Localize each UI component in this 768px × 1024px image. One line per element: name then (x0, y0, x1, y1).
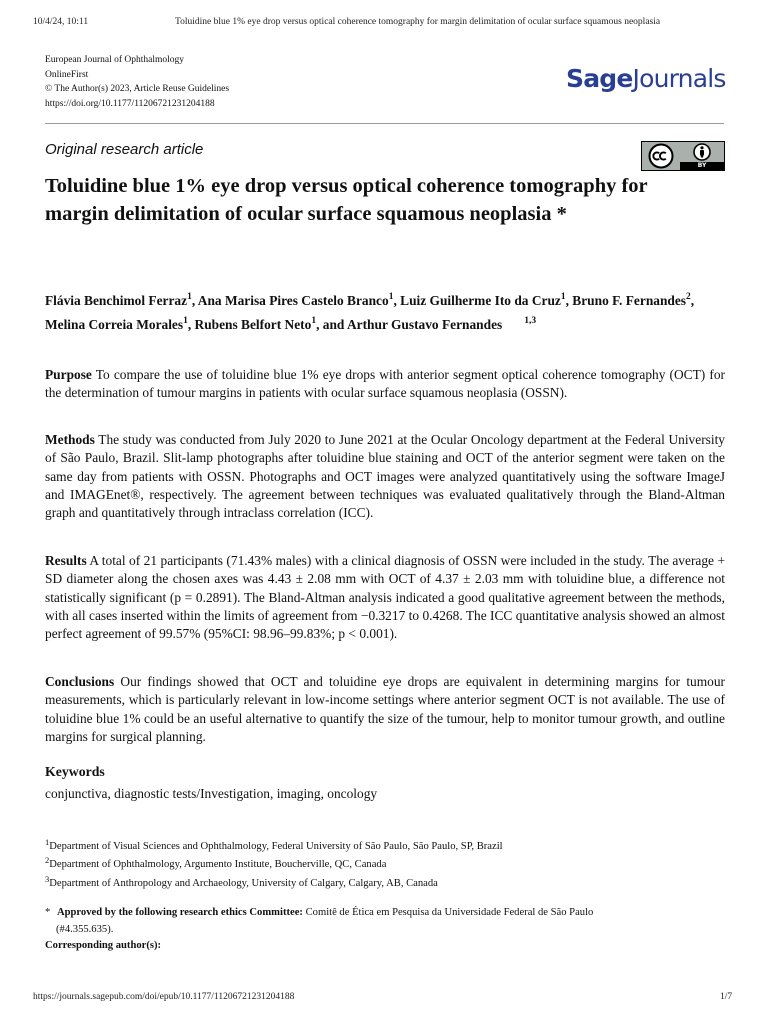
affiliation-text: Department of Visual Sciences and Ophthalmology, Federal University of São Paulo, São Paulo, SP, Brazil (49, 841, 503, 852)
author-affiliation-ref: 1 (311, 316, 317, 326)
ethics-label: Approved by the following research ethics Committee: (56, 907, 303, 918)
affiliations-list (45, 838, 503, 893)
journal-name: European Journal of Ophthalmology (45, 55, 185, 65)
print-header (0, 17, 768, 31)
sage-journals-logo[interactable] (566, 64, 726, 104)
ethics-asterisk: * (45, 907, 51, 918)
cc-by-license-badge[interactable] (641, 141, 725, 171)
affiliation-item (45, 838, 503, 856)
abstract-results-label: Results (45, 553, 87, 568)
keywords-heading: Keywords (45, 764, 105, 779)
author-name[interactable]: Ana Marisa Pires Castelo Branco (197, 293, 389, 308)
affiliation-number: 2 (45, 855, 50, 866)
abstract-conclusions-text: Our findings showed that OCT and toluidine eye drops are equivalent in determining margins for tumour measurements, which is particularly relevant in low-income settings where anterior segment OCT is not available. The use of toluidine blue 1% could be an useful alternative to quantify the size of the tumour, help to monitor tumour growth, and outline margins for surgical planning. (45, 674, 725, 744)
abstract-conclusions-label: Conclusions (45, 674, 115, 689)
abstract-conclusions (45, 673, 725, 746)
author-name[interactable]: Arthur Gustavo Fernandes (346, 317, 503, 332)
author-affiliation-ref: 1,3 (524, 316, 537, 326)
ethics-number: (#4.355.635). (56, 923, 114, 935)
abstract-purpose-text: To compare the use of toluidine blue 1% eye drops with anterior segment optical coherence tomography (OCT) for the determination of tumour margins in patients with ocular surface squamous neoplasia (OSSN). (45, 367, 725, 401)
abstract-purpose-label: Purpose (45, 367, 92, 382)
journal-status: OnlineFirst (45, 69, 89, 80)
author-name[interactable]: Rubens Belfort Neto (194, 317, 312, 332)
keywords-list: conjunctiva, diagnostic tests/Investigation, imaging, oncology (45, 786, 378, 801)
ethics-note (45, 905, 725, 938)
ethics-committee: Comitê de Ética em Pesquisa da Universidade Federal de São Paulo (305, 907, 594, 918)
abstract-results (45, 552, 725, 643)
author-name[interactable]: Bruno F. Fernandes (572, 293, 687, 308)
journal-doi-link[interactable]: https://doi.org/10.1177/11206721231204188 (45, 98, 215, 109)
affiliation-number: 3 (45, 873, 50, 884)
author-name[interactable]: Melina Correia Morales (45, 317, 184, 332)
author-affiliation-ref: 2 (686, 292, 691, 302)
affiliation-text: Department of Anthropology and Archaeology, University of Calgary, Calgary, AB, Canada (49, 877, 438, 889)
abstract-purpose (45, 366, 725, 403)
header-divider (45, 123, 724, 124)
author-name[interactable]: Luiz Guilherme Ito da Cruz (400, 293, 561, 308)
affiliation-item (45, 875, 503, 893)
cc-icon (642, 142, 680, 170)
author-name[interactable]: Flávia Benchimol Ferraz (45, 293, 188, 308)
print-document-title: Toluidine blue 1% eye drop versus optical coherence tomography for margin delimitation of ocular surface squamous neoplasia (175, 17, 661, 27)
author-affiliation-ref: 1 (187, 292, 192, 302)
abstract-methods-label: Methods (45, 432, 95, 447)
journal-copyright[interactable]: © The Author(s) 2023, Article Reuse Guidelines (45, 84, 230, 95)
corresponding-author-heading: Corresponding author(s): (45, 940, 162, 951)
abstract-results-text: A total of 21 participants (71.43% males) with a clinical diagnosis of OSSN were included in the study. The average + SD diameter along the chosen axes was 4.43 ± 2.08 mm with OCT of 4.37 ± 2.03 mm with toluidine blue, a difference not statistically significant (p = 0.2891). The Bland-Altman analysis indicated a good qualitative agreement between the methods, with all cases inserted within the limits of agreement from −0.3217 to 0.4268. The ICC quantitative analysis showed an almost perfect agreement of 99.57% (95%CI: 98.96–99.83%; p < 0.001). (45, 553, 725, 642)
author-list: Flávia Benchimol Ferraz$^1$, Ana Marisa Pires Castelo Branco$^1$, Luiz Guilherme Ito da Cruz$^1$, Bruno F. Fernandes$^2$, Melina Correia Morales$^1$, Rubens Belfort Neto$^1$, and Arthur Gustavo Fernandes $^{1,3}$ (45, 292, 695, 332)
journal-meta (45, 53, 229, 111)
print-page-number: 1/7 (720, 992, 733, 1002)
abstract-methods (45, 431, 725, 522)
affiliation-item (45, 856, 503, 874)
article-title: Toluidine blue 1% eye drop versus optical coherence tomography for margin delimitation of ocular surface squamous neoplasia * (45, 175, 648, 225)
print-datetime: 10/4/24, 10:11 (33, 17, 89, 27)
attribution-person-icon (693, 142, 711, 162)
author-affiliation-ref: 1 (183, 316, 188, 326)
author-affiliation-ref: 1 (560, 292, 566, 302)
affiliation-text: Department of Ophthalmology, Argumento Institute, Boucherville, QC, Canada (49, 859, 387, 871)
abstract-methods-text: The study was conducted from July 2020 to June 2021 at the Ocular Oncology department at the Federal University of São Paulo, Brazil. Slit-lamp photographs after toluidine blue staining and OCT of the anterior segment were taken on the same day from patients with OSSN. Photographs and OCT images were analyzed quantitatively using the software ImageJ and IMAGEnet®, respectively. The agreement between techniques was evaluated qualitatively through the Bland-Altman graph and quantitatively through intraclass correlation (ICC). (45, 432, 726, 521)
logo-journals-text: Journals (632, 64, 726, 93)
affiliation-number: 1 (45, 837, 50, 847)
author-affiliation-ref: 1 (388, 292, 394, 302)
print-url: https://journals.sagepub.com/doi/epub/10.1177/11206721231204188 (33, 992, 295, 1002)
logo-sage-text: Sage (566, 64, 633, 93)
article-type: Original research article (45, 141, 204, 158)
license-by-label: BY (680, 162, 724, 170)
